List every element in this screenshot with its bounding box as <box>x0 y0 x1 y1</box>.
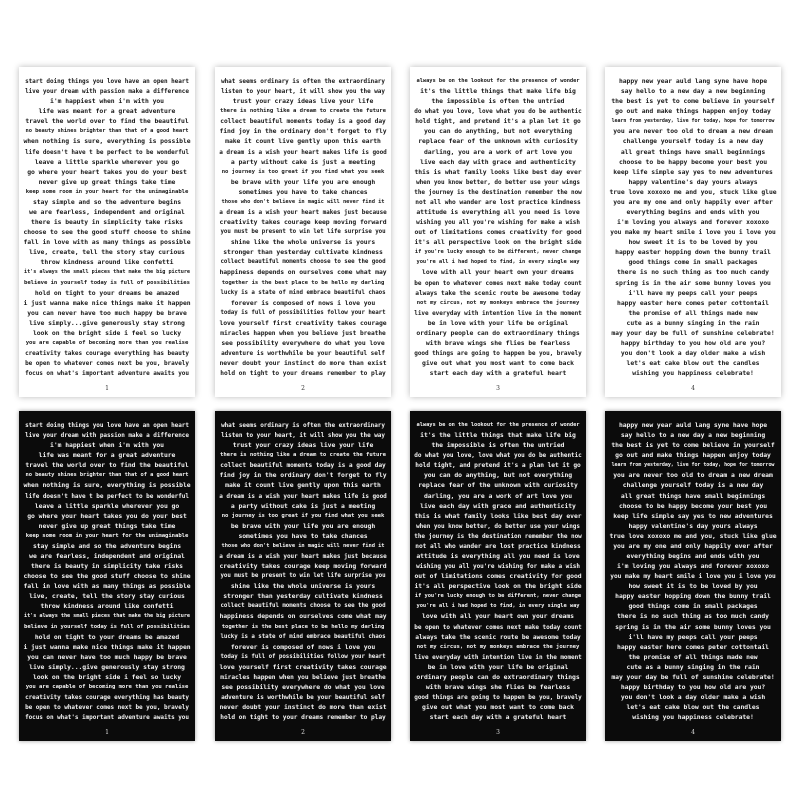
text-line: start each day with a grateful heart <box>429 369 567 378</box>
text-line: the best is yet to come believe in yourself <box>611 441 775 450</box>
text-line: cute as a bunny singing in the rain <box>626 318 760 327</box>
text-line: happy new year auld lang syne have hope <box>618 421 768 429</box>
text-line: happiness depends on ourselves come what may <box>219 268 387 277</box>
text-line: collect beautiful moments today is a good day <box>220 118 386 126</box>
text-line: live simply...give generously stay strong <box>29 318 185 327</box>
text-line: start doing things you love have an open heart <box>25 78 189 85</box>
text-line: leave a little sparkle wherever you go <box>34 501 180 510</box>
text-line: i just wanna make nice things make it happen <box>23 298 191 307</box>
text-line: no journey is too great if you find what you seek <box>221 512 385 519</box>
text-line: wishing you all you're wishing for make a wish <box>416 219 580 227</box>
text-line: life doesn't have t be perfect to be wonderful <box>25 148 189 156</box>
text-line: stronger than yesterday cultivate kindness <box>223 592 383 601</box>
text-line: there is nothing like a dream to create the future <box>220 452 386 459</box>
text-line: life was meant for a great adventure <box>38 451 176 460</box>
sheet-text-lines <box>215 78 391 378</box>
text-line: you are capable of becoming more than you realise <box>25 684 189 691</box>
sheet-text-lines <box>19 78 195 378</box>
text-line: travel the world over to find the beautiful <box>25 117 189 126</box>
text-line: say hello to a new day a new beginning <box>620 431 766 440</box>
text-line: no beauty shines brighter than that of a good heart <box>25 472 189 479</box>
text-line: all great things have small beginnings <box>620 147 766 156</box>
text-line: fall in love with as many things as possible <box>23 582 191 591</box>
text-line: i'll have my peeps call your peeps <box>628 288 758 297</box>
text-line: you are never too old to dream a new dream <box>613 127 773 136</box>
text-line: you don't look a day older make a wish <box>620 693 766 702</box>
text-line: love yourself first creativity takes courage <box>219 318 387 327</box>
text-line: it's the little things that make life big <box>420 431 576 440</box>
text-line: those who don't believe in magic will never find it <box>221 542 385 549</box>
text-line: good things come in small packages <box>628 602 758 611</box>
text-line: love with all your heart own your dreams <box>422 268 574 277</box>
text-line: happy easter here comes peter cottontail <box>617 298 769 307</box>
text-line: miracles happen when you believe just breathe <box>220 329 386 337</box>
text-line: lucky is a state of mind embrace beautiful chaos <box>220 633 386 640</box>
text-line: live your dream with passion make a difference <box>25 88 189 96</box>
text-line: how sweet it is to be loved by you <box>628 238 758 247</box>
dark-sheet-2 <box>215 411 391 741</box>
text-line: ordinary people can do extraordinary things <box>416 328 580 337</box>
text-line: collect beautiful moments choose to see the good <box>220 259 386 266</box>
text-line: love yourself first creativity takes courage <box>219 662 387 671</box>
text-line: go out and make things happen enjoy today <box>615 107 771 116</box>
text-line: a dream is a wish your heart makes just because <box>219 209 387 217</box>
text-line: give out what you most want to come back <box>422 359 574 368</box>
text-line: happy easter hopping down the bunny trail <box>615 248 771 257</box>
light-sheet-1 <box>19 67 195 397</box>
text-line: not my circus, not my monkeys embrace the journey <box>416 299 580 306</box>
text-line: listen to your heart, it will show you the way <box>221 88 385 96</box>
text-line: keep life simple say yes to new adventures <box>613 167 773 176</box>
text-line: adventure is worthwhile be your beautiful self <box>221 694 385 702</box>
text-line: life was meant for a great adventure <box>38 107 176 116</box>
text-line: replace fear of the unknown with curiosity <box>418 481 578 490</box>
sheet-text-lines <box>410 422 586 722</box>
text-line: spring is in the air some bunny loves you <box>615 622 771 631</box>
text-line: this is what family looks like best day ever <box>414 167 582 176</box>
text-line: wishing you happiness celebrate! <box>632 369 754 378</box>
text-line: be brave with your life you are enough <box>230 521 376 530</box>
text-line: you must be present to win let life surprise you <box>220 573 386 580</box>
text-line: good things are going to happen be you, bravely <box>414 694 582 702</box>
text-line: happy easter hopping down the bunny trail <box>615 592 771 601</box>
text-line: live everyday with intention live in the moment <box>414 309 582 317</box>
dark-sheet-3 <box>410 411 586 741</box>
text-line: creativity takes courage everything has beauty <box>25 350 189 358</box>
text-line: may your day be full of sunshine celebrate! <box>611 672 775 681</box>
text-line: choose to be happy become your best you <box>618 501 768 510</box>
text-line: fall in love with as many things as possible <box>23 238 191 247</box>
text-line: choose to be happy become your best you <box>618 157 768 166</box>
text-line: you can do anything, but not everything <box>423 471 573 480</box>
text-line: forever is composed of nows i love you <box>230 642 376 651</box>
text-line: there is no such thing as too much candy <box>617 268 769 277</box>
light-sheet-3 <box>410 67 586 397</box>
text-line: give out what you most want to come back <box>422 703 574 712</box>
text-line: you can never have too much happy be brave <box>27 308 187 317</box>
text-line: do what you love, love what you do be authentic <box>414 108 582 116</box>
text-line: darling, you are a work of art love you <box>423 491 573 500</box>
text-line: keep some room in your heart for the unimaginable <box>25 188 189 195</box>
text-line: we are fearless, independent and original <box>29 208 185 217</box>
text-line: believe in yourself today is full of possibilities <box>24 279 190 286</box>
text-line: all great things have small beginnings <box>620 491 766 500</box>
text-line: forever is composed of nows i love you <box>230 298 376 307</box>
text-line: always take the scenic route be awesome today <box>415 633 581 641</box>
text-line: together is the best place to be hello my darling <box>221 279 385 286</box>
text-line: happy birthday to you how old are you? <box>620 339 766 348</box>
text-line: there is nothing like a dream to create the future <box>220 108 386 115</box>
text-line: never give up great things take time <box>38 521 176 530</box>
text-line: i just wanna make nice things make it happen <box>23 642 191 651</box>
text-line: creativity takes courage everything has beauty <box>25 694 189 702</box>
text-line: go where your heart takes you do your best <box>27 167 187 176</box>
text-line: how sweet it is to be loved by you <box>628 582 758 591</box>
text-line: trust your crazy ideas live your life <box>232 97 374 106</box>
text-line: hold tight, and pretend it's a plan let it go <box>415 118 581 126</box>
text-line: look on the bright side i feel so lucky <box>32 672 182 681</box>
text-line: attitude is everything all you need is love <box>416 552 580 561</box>
text-line: those who don't believe in magic will never find it <box>221 198 385 205</box>
text-line: it's the little things that make life big <box>420 87 576 96</box>
text-line: the journey is the destination remember the now <box>414 532 582 540</box>
sheet-text-lines <box>410 78 586 378</box>
text-line: i'm happiest when i'm with you <box>50 441 164 450</box>
text-line: there is beauty in simplicity take risks <box>31 218 183 227</box>
text-line: let's eat cake blow out the candles <box>626 703 760 712</box>
sheet-number: 3 <box>496 729 500 736</box>
text-line: if you're lucky enough to be different, never change <box>414 249 582 256</box>
text-line: everything begins and ends with you <box>626 552 760 561</box>
text-line: make it count live gently upon this earth <box>225 481 381 490</box>
text-line: live, create, tell the story stay curious <box>29 592 185 601</box>
text-line: i'm loving you always and forever xoxoxo <box>617 562 769 571</box>
text-line: happy valentine's day yours always <box>628 177 758 186</box>
sheet-text-lines <box>215 422 391 722</box>
text-line: darling, you are a work of art love you <box>423 147 573 156</box>
text-line: no beauty shines brighter than that of a good heart <box>25 128 189 135</box>
text-line: you are capable of becoming more than you realise <box>25 340 189 347</box>
text-line: be in love with your life be original <box>427 662 569 671</box>
text-line: leave a little sparkle wherever you go <box>34 157 180 166</box>
sheet-number: 1 <box>105 385 109 392</box>
text-line: everything begins and ends with you <box>626 208 760 217</box>
text-line: live, create, tell the story stay curious <box>29 248 185 257</box>
text-line: go out and make things happen enjoy today <box>615 451 771 460</box>
text-line: good things come in small packages <box>628 258 758 267</box>
text-line: happy new year auld lang syne have hope <box>618 77 768 85</box>
text-line: a dream is a wish your heart makes life is good <box>219 148 387 156</box>
text-line: be in love with your life be original <box>427 318 569 327</box>
text-line: you make my heart smile i love you i love you <box>610 229 776 237</box>
text-line: you are my one and only happily ever after <box>613 197 773 206</box>
text-line: find joy in the ordinary don't forget to fly <box>219 471 387 480</box>
text-line: sometimes you have to take chances <box>238 531 368 540</box>
text-line: you can never have too much happy be brave <box>27 652 187 661</box>
text-line: never give up great things take time <box>38 177 176 186</box>
text-line: travel the world over to find the beautiful <box>25 461 189 470</box>
text-line: hold on tight to your dreams remember to play <box>220 714 386 722</box>
text-line: the promise of all things made new <box>628 308 758 317</box>
text-line: listen to your heart, it will show you the way <box>221 432 385 440</box>
text-line: you make my heart smile i love you i love you <box>610 573 776 581</box>
text-line: happy easter here comes peter cottontail <box>617 642 769 651</box>
text-line: throw kindness around like confetti <box>40 602 174 611</box>
text-line: choose to see the good stuff choose to shine <box>23 228 191 237</box>
text-line: never doubt your instinct do more than exist <box>219 359 387 368</box>
text-line: attitude is everything all you need is love <box>416 208 580 217</box>
text-line: challenge yourself today is a new day <box>622 137 764 146</box>
text-line: focus on what's important adventure awaits you <box>25 714 189 722</box>
text-line: when nothing is sure, everything is possible <box>23 481 191 490</box>
text-line: trust your crazy ideas live your life <box>232 441 374 450</box>
text-line: today is full of possibilities follow your heart <box>220 653 386 660</box>
text-line: keep some room in your heart for the unimaginable <box>25 532 189 539</box>
text-line: happy valentine's day yours always <box>628 521 758 530</box>
text-line: you are never too old to dream a new dream <box>613 471 773 480</box>
text-line: the best is yet to come believe in yourself <box>611 97 775 106</box>
light-sheet-2 <box>215 67 391 397</box>
text-line: never doubt your instinct do more than exist <box>219 703 387 712</box>
text-line: you're all i had hoped to find, in every single way <box>416 259 580 266</box>
text-line: the impossible is often the untried <box>431 97 565 106</box>
text-line: with brave wings she flies be fearless <box>425 683 571 692</box>
text-line: a dream is a wish your heart makes life is good <box>219 492 387 500</box>
text-line: live everyday with intention live in the moment <box>414 653 582 661</box>
text-line: be open to whatever comes next make today count <box>414 623 582 631</box>
text-line: you can do anything, but not everything <box>423 127 573 136</box>
text-line: when you know better, do better use your wings <box>416 178 580 186</box>
text-line: a party without cake is just a meeting <box>230 501 376 510</box>
text-line: do what you love, love what you do be authentic <box>414 452 582 460</box>
text-line: when you know better, do better use your wings <box>416 522 580 530</box>
text-line: not all who wander are lost practice kindness <box>415 542 581 550</box>
sheet-number: 2 <box>301 729 305 736</box>
text-line: the promise of all things made new <box>628 652 758 661</box>
text-line: always take the scenic route be awesome today <box>415 289 581 297</box>
text-line: collect beautiful moments choose to see the good <box>220 603 386 610</box>
text-line: hold on tight to your dreams be amazed <box>34 632 180 641</box>
text-line: hold tight, and pretend it's a plan let it go <box>415 462 581 470</box>
dark-sheet-1 <box>19 411 195 741</box>
text-line: may your day be full of sunshine celebrate! <box>611 328 775 337</box>
text-line: see possibility everywhere do what you love <box>221 339 385 348</box>
text-line: collect beautiful moments today is a good day <box>220 462 386 470</box>
text-line: be open to whatever comes next make today count <box>414 279 582 287</box>
text-line: it's always the small pieces that make the big picture <box>24 269 190 276</box>
sheet-text-lines <box>19 422 195 722</box>
text-line: not my circus, not my monkeys embrace the journey <box>416 643 580 650</box>
text-line: you're all i had hoped to find, in every single way <box>416 603 580 610</box>
text-line: adventure is worthwhile be your beautiful self <box>221 350 385 358</box>
text-line: be brave with your life you are enough <box>230 177 376 186</box>
text-line: a dream is a wish your heart makes just because <box>219 553 387 561</box>
text-line: good things are going to happen be you, bravely <box>414 350 582 358</box>
text-line: stay simple and so the adventure begins <box>32 197 182 206</box>
text-line: a party without cake is just a meeting <box>230 157 376 166</box>
text-line: ordinary people can do extraordinary things <box>416 672 580 681</box>
text-line: life doesn't have t be perfect to be wonderful <box>25 492 189 500</box>
text-line: the impossible is often the untried <box>431 441 565 450</box>
text-line: you are my one and only happily ever after <box>613 541 773 550</box>
text-line: out of limitations comes creativity for good <box>414 572 582 581</box>
sheet-number: 4 <box>691 729 695 736</box>
text-line: find joy in the ordinary don't forget to fly <box>219 127 387 136</box>
text-line: it's always the small pieces that make the big picture <box>24 613 190 620</box>
text-line: i'm loving you always and forever xoxoxo <box>617 218 769 227</box>
sheet-text-lines <box>605 78 781 378</box>
text-line: not all who wander are lost practice kindness <box>415 198 581 206</box>
text-line: lucky is a state of mind embrace beautiful chaos <box>220 289 386 296</box>
text-line: live your dream with passion make a difference <box>25 432 189 440</box>
text-line: cute as a bunny singing in the rain <box>626 662 760 671</box>
text-line: hold on tight to your dreams remember to play <box>220 370 386 378</box>
text-line: there is no such thing as too much candy <box>617 612 769 621</box>
text-line: creativity takes courage keep moving forward <box>219 218 387 227</box>
sheet-text-lines <box>605 422 781 722</box>
text-line: happiness depends on ourselves come what may <box>219 612 387 621</box>
text-line: let's eat cake blow out the candles <box>626 359 760 368</box>
text-line: stronger than yesterday cultivate kindness <box>223 248 383 257</box>
text-line: keep life simple say yes to new adventures <box>613 511 773 520</box>
text-line: believe in yourself today is full of possibilities <box>24 623 190 630</box>
text-line: i'll have my peeps call your peeps <box>628 632 758 641</box>
text-line: start doing things you love have an open heart <box>25 422 189 429</box>
text-line: be open to whatever comes next be you, bravely <box>25 704 189 712</box>
text-line: the journey is the destination remember the now <box>414 188 582 196</box>
text-line: it's all perspective look on the bright side <box>414 582 582 591</box>
text-line: when nothing is sure, everything is possible <box>23 137 191 146</box>
text-line: always be on the lookout for the presence of wonder <box>416 78 580 84</box>
text-line: true love xoxoxo me and you, stuck like glue <box>609 531 777 540</box>
text-line: go where your heart takes you do your best <box>27 511 187 520</box>
text-line: with brave wings she flies be fearless <box>425 339 571 348</box>
text-line: look on the bright side i feel so lucky <box>32 328 182 337</box>
text-line: wishing you happiness celebrate! <box>632 713 754 722</box>
text-line: i'm happiest when i'm with you <box>50 97 164 106</box>
sheet-number: 4 <box>691 385 695 392</box>
text-line: out of limitations comes creativity for good <box>414 228 582 237</box>
text-line: focus on what's important adventure awaits you <box>25 370 189 378</box>
text-line: if you're lucky enough to be different, never change <box>414 593 582 600</box>
text-line: shine like the whole universe is yours <box>230 582 376 591</box>
text-line: what seems ordinary is often the extraordinary <box>221 78 385 85</box>
text-line: always be on the lookout for the presence of wonder <box>416 422 580 428</box>
text-line: no journey is too great if you find what you seek <box>221 168 385 175</box>
text-line: be open to whatever comes next be you, bravely <box>25 360 189 368</box>
text-line: miracles happen when you believe just breathe <box>220 673 386 681</box>
text-line: today is full of possibilities follow your heart <box>220 309 386 316</box>
text-line: say hello to a new day a new beginning <box>620 87 766 96</box>
text-line: learn from yesterday, live for today, hope for tomorrow <box>611 118 775 125</box>
text-line: love with all your heart own your dreams <box>422 612 574 621</box>
text-line: stay simple and so the adventure begins <box>32 541 182 550</box>
text-line: shine like the whole universe is yours <box>230 238 376 247</box>
text-line: what seems ordinary is often the extraordinary <box>221 422 385 429</box>
text-line: learn from yesterday, live for today, hope for tomorrow <box>611 462 775 469</box>
text-line: live each day with grace and authenticity <box>420 157 576 166</box>
sheet-number: 2 <box>301 385 305 392</box>
text-line: we are fearless, independent and original <box>29 552 185 561</box>
text-line: there is beauty in simplicity take risks <box>31 562 183 571</box>
text-line: make it count live gently upon this earth <box>225 137 381 146</box>
light-sheet-4 <box>605 67 781 397</box>
text-line: hold on tight to your dreams be amazed <box>34 288 180 297</box>
text-line: happy birthday to you how old are you? <box>620 683 766 692</box>
sheet-number: 1 <box>105 729 109 736</box>
text-line: creativity takes courage keep moving forward <box>219 562 387 571</box>
text-line: see possibility everywhere do what you love <box>221 683 385 692</box>
text-line: live each day with grace and authenticity <box>420 501 576 510</box>
text-line: spring is in the air some bunny loves you <box>615 278 771 287</box>
text-line: this is what family looks like best day ever <box>414 511 582 520</box>
dark-sheet-4 <box>605 411 781 741</box>
sheet-number: 3 <box>496 385 500 392</box>
text-line: you must be present to win let life surprise you <box>220 229 386 236</box>
text-line: live simply...give generously stay strong <box>29 662 185 671</box>
text-line: choose to see the good stuff choose to shine <box>23 572 191 581</box>
text-line: replace fear of the unknown with curiosity <box>418 137 578 146</box>
text-line: together is the best place to be hello my darling <box>221 623 385 630</box>
text-line: throw kindness around like confetti <box>40 258 174 267</box>
text-line: sometimes you have to take chances <box>238 187 368 196</box>
text-line: you don't look a day older make a wish <box>620 349 766 358</box>
text-line: true love xoxoxo me and you, stuck like glue <box>609 187 777 196</box>
text-line: it's all perspective look on the bright side <box>414 238 582 247</box>
text-line: start each day with a grateful heart <box>429 713 567 722</box>
text-line: wishing you all you're wishing for make a wish <box>416 563 580 571</box>
text-line: challenge yourself today is a new day <box>622 481 764 490</box>
